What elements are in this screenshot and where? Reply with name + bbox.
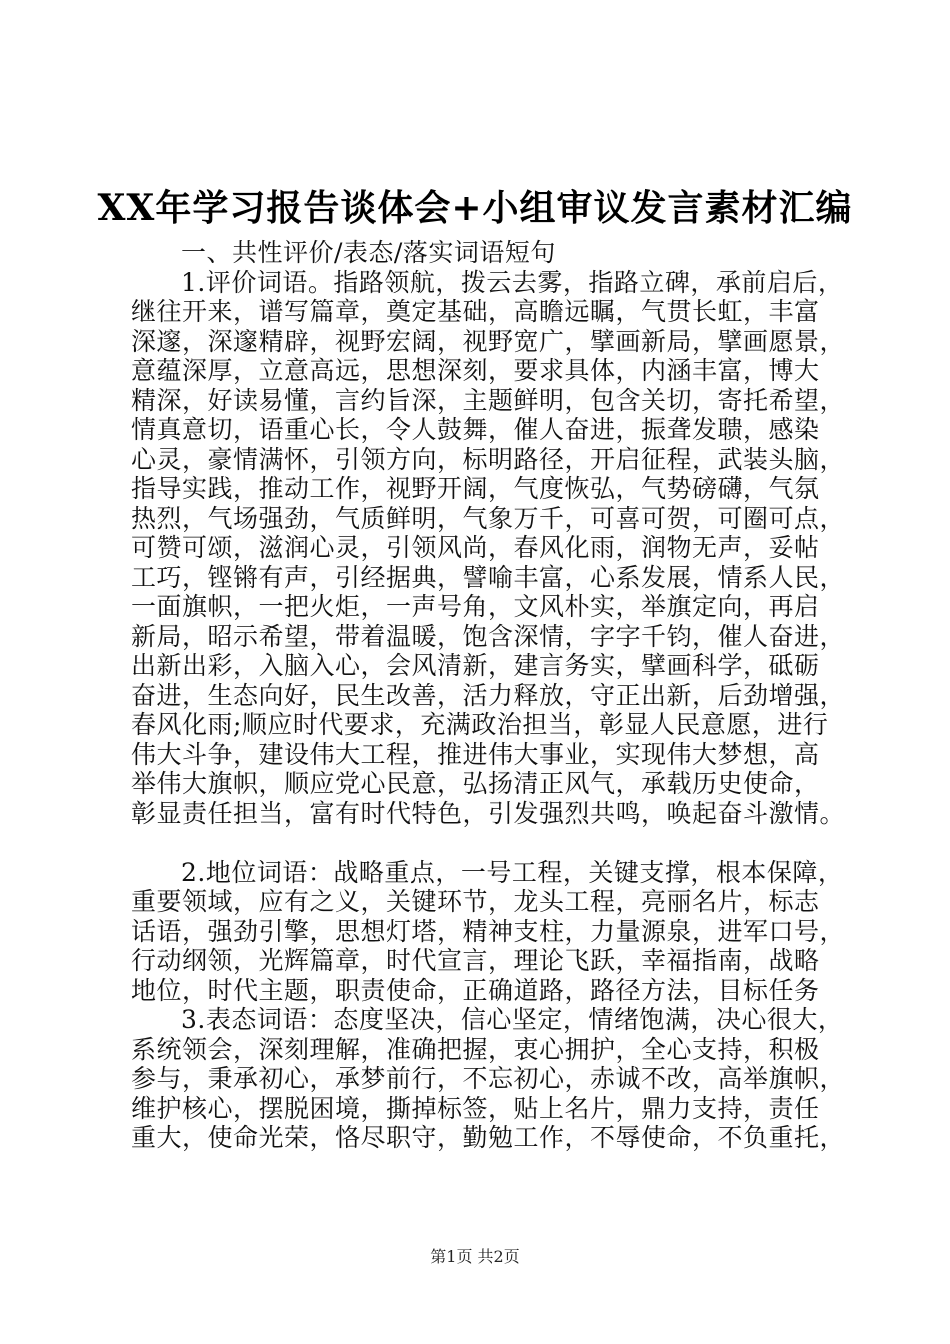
document-body [131,238,856,1153]
body-line: 意蕴深厚，立意高远，思想深刻，要求具体，内涵丰富，博大 [131,356,820,385]
body-line: 新局，昭示希望，带着温暖，饱含深情，字字千钧，催人奋进， [131,621,846,651]
page-footer: 第1页 共2页 [430,1247,520,1266]
body-line: 心灵，豪情满怀，引领方向，标明路径，开启征程，武装头脑， [131,444,846,474]
body-line: 工巧，铿锵有声，引经据典，譬喻丰富，心系发展，情系人民， [131,562,846,592]
body-line: 出新出彩，入脑入心，会风清新，建言务实，擘画科学，砥砺 [131,651,820,680]
body-line: 精深，好读易懂，言约旨深，主题鲜明，包含关切，寄托希望， [131,385,846,415]
body-line: 行动纲领，光辉篇章，时代宣言，理论飞跃，幸福指南，战略 [131,946,820,975]
body-line: 继往开来，谱写篇章，奠定基础，高瞻远瞩，气贯长虹，丰富 [131,297,820,326]
body-line: 指导实践，推动工作，视野开阔，气度恢弘，气势磅礴，气氛 [131,474,820,503]
body-line: 深邃，深邃精辟，视野宏阔，视野宽广，擘画新局，擘画愿景， [131,326,846,356]
body-line: 举伟大旗帜，顺应党心民意，弘扬清正风气，承载历史使命， [131,769,820,798]
body-line: 3.表态词语：态度坚决，信心坚定，情绪饱满，决心很大， [181,1005,844,1034]
body-line: 一面旗帜，一把火炬，一声号角，文风朴实，举旗定向，再启 [131,592,820,621]
body-line: 彰显责任担当，富有时代特色，引发强烈共鸣，唤起奋斗激情。 [131,798,846,828]
body-line: 1.评价词语。指路领航，拨云去雾，指路立碑，承前启后， [181,267,844,297]
blank-line [131,828,856,858]
body-line: 话语，强劲引擎，思想灯塔，精神支柱，力量源泉，进军口号， [131,916,846,946]
body-line: 维护核心，摆脱困境，撕掉标签，贴上名片，鼎力支持，责任 [131,1093,820,1123]
body-line: 系统领会，深刻理解，准确把握，衷心拥护，全心支持，积极 [131,1034,820,1064]
body-line: 可赞可颂，滋润心灵，引领风尚，春风化雨，润物无声，妥帖 [131,533,820,562]
body-line: 热烈，气场强劲，气质鲜明，气象万千，可喜可贺，可圈可点， [131,503,846,533]
body-line: 2.地位词语：战略重点，一号工程，关键支撑，根本保障， [181,857,844,887]
body-line: 一、共性评价/表态/落实词语短句 [181,238,556,267]
document-title: XX年学习报告谈体会+小组审议发言素材汇编 [97,187,853,229]
body-line: 伟大斗争，建设伟大工程，推进伟大事业，实现伟大梦想，高 [131,739,820,769]
body-line: 重要领域，应有之义，关键环节，龙头工程，亮丽名片，标志 [131,887,820,916]
body-line: 重大，使命光荣，恪尽职守，勤勉工作，不辱使命，不负重托， [131,1123,846,1152]
body-line: 参与，秉承初心，承梦前行，不忘初心，赤诚不改，高举旗帜， [131,1064,846,1093]
body-line: 地位，时代主题，职责使命，正确道路，路径方法，目标任务 [131,975,820,1005]
body-line: 奋进，生态向好，民生改善，活力释放，守正出新，后劲增强， [131,680,846,710]
body-line: 情真意切，语重心长，令人鼓舞，催人奋进，振聋发聩，感染 [131,415,820,444]
body-line: 春风化雨;顺应时代要求，充满政治担当，彰显人民意愿，进行 [131,710,829,739]
